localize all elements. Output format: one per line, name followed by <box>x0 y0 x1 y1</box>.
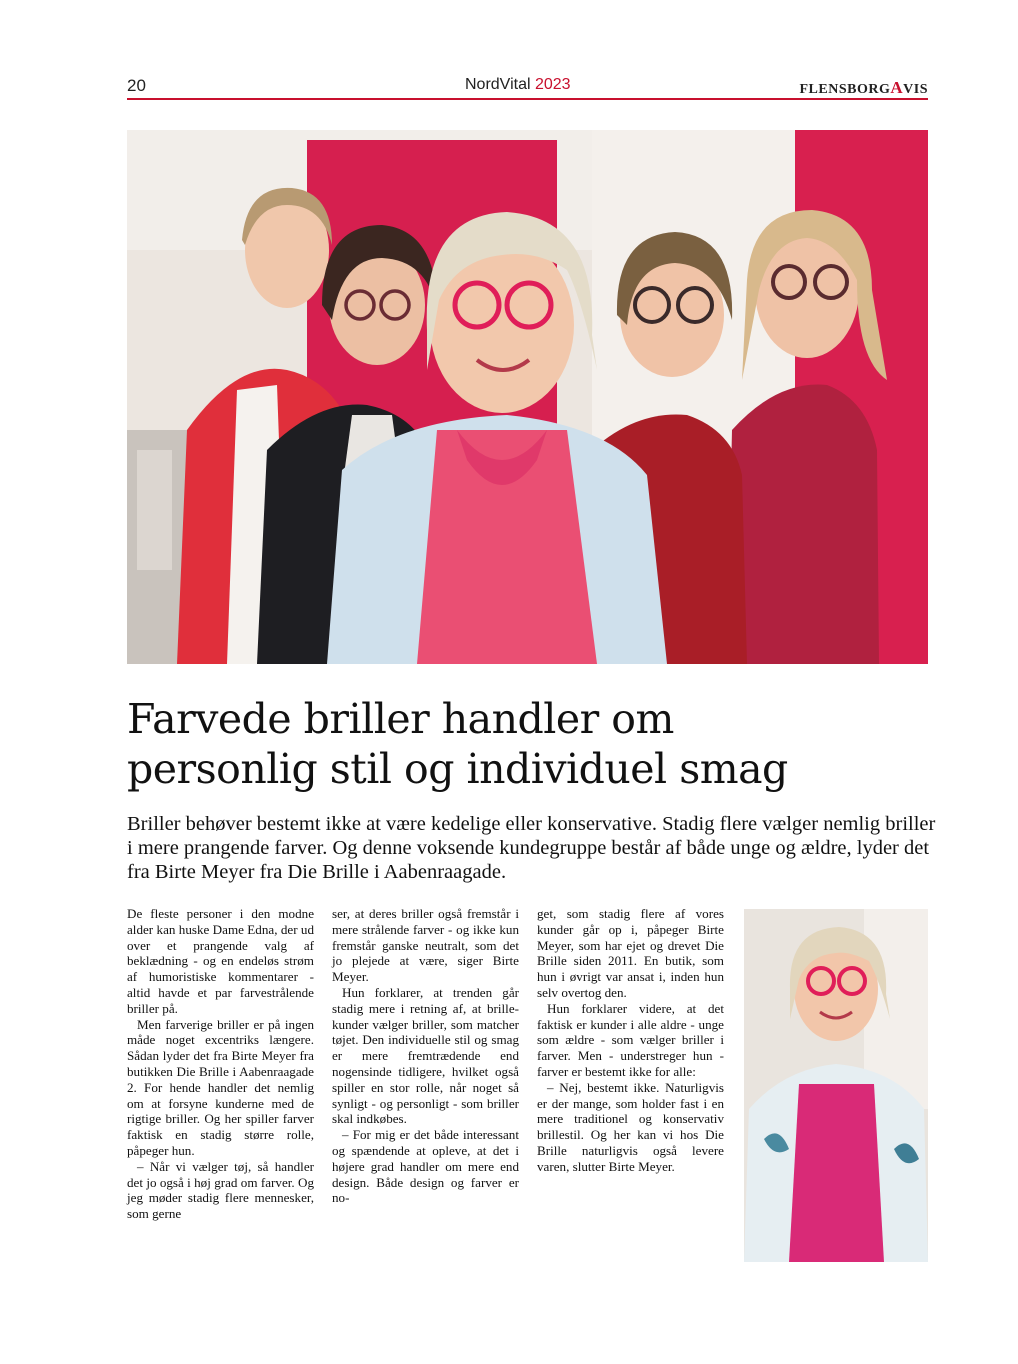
portrait-image <box>744 909 928 1262</box>
paragraph: – For mig er det både interessant og spændende at opleve, at det i højere grad handler om mere end design. Både design og farver er no- <box>332 1127 519 1206</box>
paragraph: get, som stadig flere af vores kunder går op i, påpeger Birte Meyer, som har ejet og drevet Die Brille siden 2011. En butik, som hun i øvrigt var ansat i, inden hun selv overtog den. <box>537 906 724 1000</box>
page-header <box>127 74 928 100</box>
main-photo <box>127 130 928 664</box>
portrait-photo <box>744 909 928 1262</box>
newspaper-logo <box>800 78 929 98</box>
logo-a: A <box>890 78 904 97</box>
magazine-title <box>465 76 571 94</box>
logo-part2: VIS <box>903 82 928 97</box>
article-column-1 <box>127 906 314 1222</box>
paragraph: Men farverige briller er på ingen måde noget excentriks længere. Sådan lyder det fra Birte Meyer fra butikken Die Brille i Aabenraagade 2. For hende handler det nemlig om at forsyne kunderne med de rigtige briller. Og her spiller farver faktisk en stadig større rolle, påpeger hun. <box>127 1016 314 1158</box>
magazine-year: 2023 <box>534 76 571 93</box>
logo-part1: FLENSBORG <box>799 82 891 97</box>
paragraph: De fleste personer i den modne alder kan huske Dame Edna, der ud over et prangende valg af beklædning - og en endeløs strøm af humoristiske kommentarer - altid havde et par farvestrålende briller på. <box>127 906 314 1016</box>
group-portrait-image <box>127 130 928 664</box>
page-number: 20 <box>127 76 146 95</box>
paragraph: – Når vi vælger tøj, så handler det jo også i høj grad om farver. Og jeg møder stadig flere mennesker, som gerne <box>127 1158 314 1222</box>
paragraph: Hun forklarer videre, at det faktisk er kunder i alle aldre - unge som ældre - som vælger briller i farver. Men - understreger hun - farver er bestemt ikke for alle: <box>537 1000 724 1079</box>
paragraph: Hun forklarer, at trenden går stadig mere i retning af, at brille-kunder vælger briller, som matcher tøjet. Den individuelle stil og smag er mere fremtrædende end nogensinde tidligere, hvilket også spiller en stor rolle, når noget så synligt - og personligt - som briller skal indkøbes. <box>332 984 519 1127</box>
article-column-3 <box>537 906 724 1175</box>
paragraph: – Nej, bestemt ikke. Naturligvis er der mange, som holder fast i en mere traditionel og konservativ brillestil. Og her kan vi hos Die Brille naturligvis også levere varen, slutter Birte Meyer. <box>537 1079 724 1174</box>
article-headline <box>127 694 937 794</box>
headline-line-1: Farvede briller handler om <box>127 695 674 743</box>
article-column-2 <box>332 906 519 1206</box>
article-lead: Briller behøver bestemt ikke at være kedelige eller konservative. Stadig flere vælger nemlig briller i mere prangende farver. Og denne voksende kundegruppe består af både unge og ældre, lyder det fra Birte Meyer fra Die Brille i Aabenraagade. <box>127 813 936 883</box>
magazine-name: NordVital <box>465 76 531 93</box>
headline-line-2: personlig stil og individuel smag <box>127 745 788 793</box>
paragraph: ser, at deres briller også fremstår i mere strålende farver - og ikke kun fremstår ganske neutralt, som det jo plejede at være, siger Birte Meyer. <box>332 906 519 985</box>
